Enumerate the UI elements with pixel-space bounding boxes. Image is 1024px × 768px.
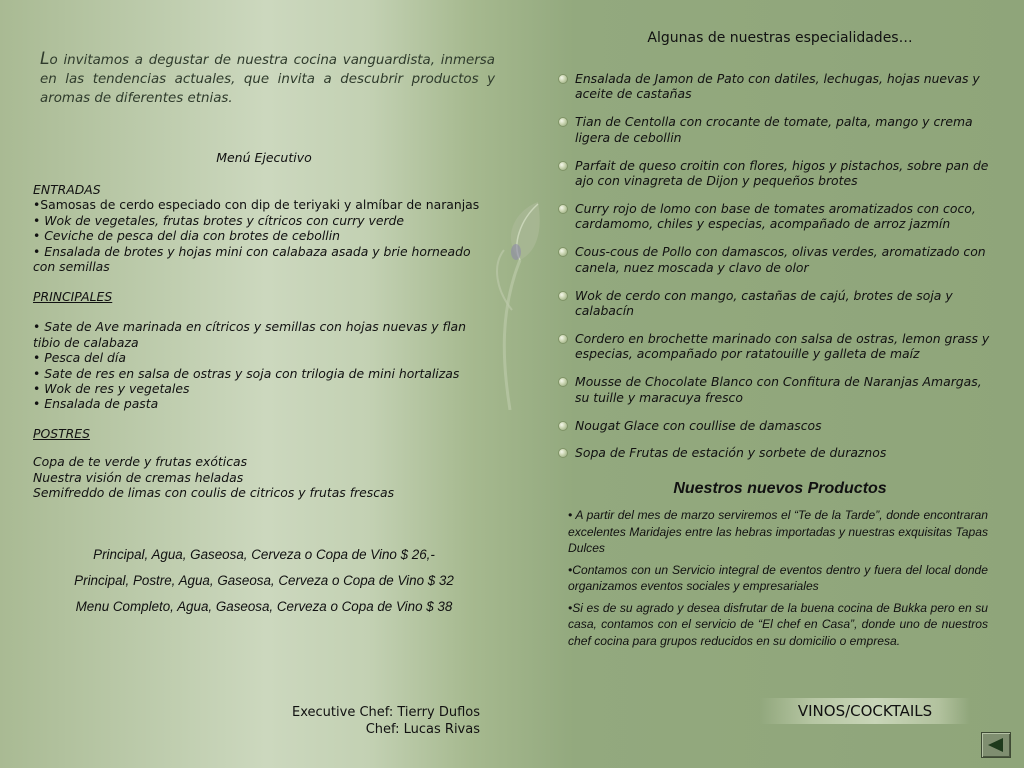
entradas-item: •Samosas de cerdo especiado con dip de teriyaki y almíbar de naranjas: [33, 197, 480, 213]
new-products-text: [568, 507, 988, 654]
principales-item: • Ensalada de pasta: [33, 396, 159, 412]
list-item: Curry rojo de lomo con base de tomates aromatizados con coco, cardamomo, chiles y especias, acompañado de arroz jazmín: [558, 201, 998, 232]
specialties-title: Algunas de nuestras especialidades…: [647, 30, 913, 46]
vinos-cocktails-link[interactable]: VINOS/COCKTAILS: [760, 698, 970, 724]
entradas-heading: ENTRADAS: [33, 182, 101, 197]
list-item: Cordero en brochette marinado con salsa de ostras, lemon grass y especias, acompañado por ratatouille y galleta de maíz: [558, 331, 998, 362]
price-option: Menu Completo, Agua, Gaseosa, Cerveza o Copa de Vino $ 38: [75, 599, 453, 614]
bullet-icon: [558, 161, 568, 171]
bullet-icon: [558, 377, 568, 387]
postres-item: Nuestra visión de cremas heladas: [33, 469, 244, 485]
list-item: Parfait de queso croitin con flores, higos y pistachos, sobre pan de ajo con vinagreta de Dijon y pequeños brotes: [558, 158, 998, 189]
new-products-paragraph: •Si es de su agrado y desea disfrutar de la buena cocina de Bukka pero en su casa, contamos con el servicio de “El chef en Casa”, donde uno de nuestros chef cocina para grupos reducidos en su domicilio o empresa.: [568, 600, 988, 648]
entradas-item: • Ceviche de pesca del dia con brotes de cebollin: [33, 228, 341, 244]
price-option: Principal, Agua, Gaseosa, Cerveza o Copa de Vino $ 26,-: [93, 547, 435, 562]
intro-paragraph: [40, 50, 495, 108]
principales-section: [33, 289, 495, 412]
list-item: Nougat Glace con coullise de damascos: [558, 418, 998, 433]
list-item: Ensalada de Jamon de Pato con datiles, lechugas, hojas nuevas y aceite de castañas: [558, 71, 998, 102]
entradas-section: [33, 182, 495, 274]
bullet-icon: [558, 117, 568, 127]
principales-heading: PRINCIPALES: [33, 289, 113, 304]
bullet-icon: [558, 291, 568, 301]
list-item: Cous-cous de Pollo con damascos, olivas verdes, aromatizado con canela, nuez moscada y clavo de olor: [558, 244, 998, 275]
entradas-item: • Wok de vegetales, frutas brotes y cítricos con curry verde: [33, 212, 405, 228]
leaf-decoration-icon: [490, 190, 560, 410]
bullet-icon: [558, 74, 568, 84]
bullet-icon: [558, 448, 568, 458]
intro-drop-cap: L: [40, 49, 50, 69]
list-item: Mousse de Chocolate Blanco con Confitura de Naranjas Amargas, su tuille y maracuya fresco: [558, 374, 998, 405]
chef: Chef: Lucas Rivas: [365, 722, 480, 737]
principales-item: • Sate de res en salsa de ostras y soja con trilogia de mini hortalizas: [33, 365, 460, 381]
list-item: Sopa de Frutas de estación y sorbete de duraznos: [558, 445, 998, 460]
principales-item: • Wok de res y vegetales: [33, 381, 190, 397]
new-products-paragraph: • A partir del mes de marzo serviremos el “Te de la Tarde”, donde encontraran excelentes Maridajes entre las hebras importadas y nuestras exquisitas Tapas Dulces: [568, 508, 988, 555]
postres-item: Semifreddo de limas con coulis de citricos y frutas frescas: [33, 485, 395, 501]
specialties-list: [558, 71, 998, 473]
back-arrow-icon: [988, 738, 1003, 752]
list-item: Wok de cerdo con mango, castañas de cajú, brotes de soja y calabacín: [558, 288, 998, 319]
bullet-icon: [558, 247, 568, 257]
list-item: Tian de Centolla con crocante de tomate, palta, mango y crema ligera de cebollin: [558, 114, 998, 145]
executive-chef: Executive Chef: Tierry Duflos: [292, 705, 480, 720]
postres-heading: POSTRES: [33, 426, 90, 441]
postres-item: Copa de te verde y frutas exóticas: [33, 454, 248, 470]
bullet-icon: [558, 204, 568, 214]
bullet-icon: [558, 334, 568, 344]
new-products-title: Nuestros nuevos Productos: [673, 480, 887, 497]
menu-title: Menú Ejecutivo: [216, 150, 312, 165]
new-products-paragraph: •Contamos con un Servicio integral de eventos dentro y fuera del local donde organizamos eventos sociales y empresariales: [568, 562, 988, 593]
principales-item: • Sate de Ave marinada en cítricos y semillas con hojas nuevas y flan tibio de calabaza: [33, 319, 466, 350]
entradas-item: • Ensalada de brotes y hojas mini con calabaza asada y brie horneado con semillas: [33, 243, 471, 275]
bullet-icon: [558, 421, 568, 431]
price-option: Principal, Postre, Agua, Gaseosa, Cerveza o Copa de Vino $ 32: [74, 573, 454, 588]
intro-text: o invitamos a degustar de nuestra cocina vanguardista, inmersa en las tendencias actuales, que invita a descubrir productos y aromas de diferentes etnias.: [40, 53, 495, 106]
postres-section: [33, 426, 495, 501]
principales-item: • Pesca del día: [33, 350, 126, 366]
back-button[interactable]: [981, 732, 1011, 758]
